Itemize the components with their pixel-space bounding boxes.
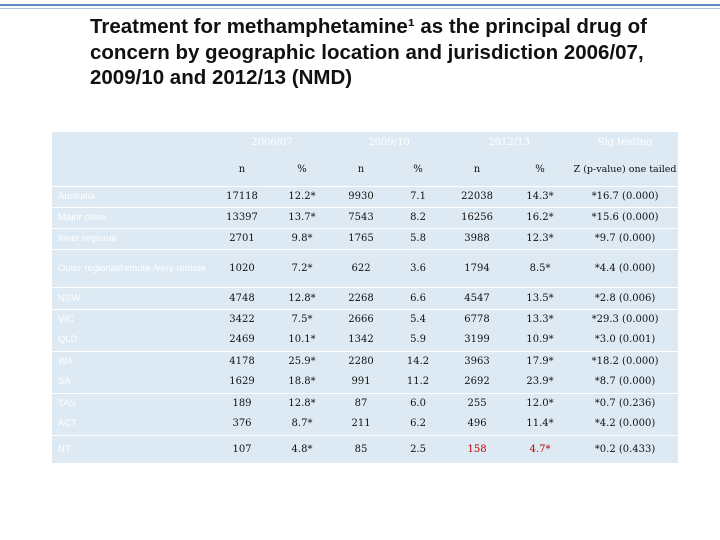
cell: 5.4 [410, 314, 426, 325]
cell: 23.9* [526, 376, 554, 387]
cell: 5.9 [410, 334, 426, 345]
subheader-n-2012: n [446, 153, 508, 186]
cell: 6.2 [410, 418, 426, 429]
top-accent-line [0, 4, 720, 6]
subheader-pct-2009: % [390, 153, 446, 186]
cell: *2.8 (0.006) [572, 287, 678, 309]
cell-pair [572, 393, 678, 435]
cell-pair [272, 309, 332, 351]
cell-pair [446, 351, 508, 393]
cell: 2268 [332, 287, 390, 309]
cell: *0.2 (0.433) [594, 443, 656, 455]
slide-title: Treatment for methamphetamine¹ as the principal drug of concern by geographic location and jurisdiction 2006/07, 2009/10 and 2012/13 (NMD) [90, 15, 648, 89]
row-label: NSW [52, 287, 212, 309]
header-corner [52, 132, 212, 153]
cell-pair [332, 309, 390, 351]
cell: 2692 [464, 376, 490, 387]
cell: 14.2 [406, 356, 430, 367]
cell: 3199 [464, 334, 490, 345]
cell: 12.8* [288, 398, 316, 409]
cell: 3988 [446, 228, 508, 249]
cell: 16.2* [508, 207, 572, 228]
cell: *4.4 (0.000) [572, 249, 678, 287]
top-accent-line-thin [0, 8, 720, 9]
cell: 12.3* [508, 228, 572, 249]
row-label: WA [58, 356, 73, 367]
cell: 496 [467, 418, 487, 429]
cell-highlighted: 4.7* [529, 443, 551, 455]
cell: 991 [351, 376, 371, 387]
cell: 8.7* [291, 418, 313, 429]
cell-pair [508, 351, 572, 393]
cell-pair [390, 309, 446, 351]
row-label-pair [52, 309, 212, 351]
row-label: SA [58, 376, 71, 387]
row-label: VIC [58, 314, 74, 325]
subheader-corner [52, 153, 212, 186]
row-label: ACT [58, 418, 77, 429]
row-label: Major cities [52, 207, 212, 228]
row-label: Australia [52, 186, 212, 207]
cell: 622 [332, 249, 390, 287]
cell-highlighted: 158 [467, 443, 487, 455]
cell: 1629 [229, 376, 255, 387]
table-row-group [52, 351, 678, 393]
cell: 1794 [446, 249, 508, 287]
cell: *4.2 (0.000) [594, 418, 656, 429]
cell-pair [212, 393, 272, 435]
cell: 7.1 [390, 186, 446, 207]
table-row-group [52, 309, 678, 351]
cell: 85 [354, 443, 368, 455]
subheader-n-2009: n [332, 153, 390, 186]
row-label: TAS [58, 398, 76, 409]
cell: *9.7 (0.000) [572, 228, 678, 249]
cell: 13.3* [526, 314, 554, 325]
cell: 7.2* [272, 249, 332, 287]
data-table [52, 132, 678, 463]
header-year-2012: 2012/13 [488, 137, 530, 148]
cell-pair [212, 309, 272, 351]
cell: 17.9* [526, 356, 554, 367]
cell: 376 [232, 418, 252, 429]
table-row-group [52, 393, 678, 435]
cell: 2280 [348, 356, 374, 367]
cell: 7.5* [291, 314, 313, 325]
cell: 2469 [229, 334, 255, 345]
cell-pair [446, 309, 508, 351]
row-label: Outer regional/remote /very remote [52, 249, 212, 287]
data-table-container [52, 132, 678, 463]
row-label-pair [52, 393, 212, 435]
cell: 22038 [446, 186, 508, 207]
header-year-2009: 2009/10 [368, 137, 410, 148]
cell: 9930 [332, 186, 390, 207]
cell: 3422 [229, 314, 255, 325]
cell: 11.4* [526, 418, 554, 429]
row-label: QLD [58, 334, 78, 345]
cell-pair [446, 393, 508, 435]
cell: 3.6 [390, 249, 446, 287]
cell: 4.8* [291, 443, 313, 455]
cell: 7543 [332, 207, 390, 228]
cell: 18.8* [288, 376, 316, 387]
cell: 1765 [332, 228, 390, 249]
table-row [52, 228, 678, 249]
cell: 25.9* [288, 356, 316, 367]
cell-pair [332, 351, 390, 393]
cell: 4178 [229, 356, 255, 367]
cell: 189 [232, 398, 252, 409]
subheader-pct-2012: % [508, 153, 572, 186]
cell: 6778 [464, 314, 490, 325]
cell: *16.7 (0.000) [572, 186, 678, 207]
cell: 12.2* [272, 186, 332, 207]
table-row [52, 435, 678, 463]
cell: 6.6 [390, 287, 446, 309]
cell: *29.3 (0.000) [591, 314, 659, 325]
cell: 13397 [212, 207, 272, 228]
subheader-pct-2006: % [272, 153, 332, 186]
cell: 12.8* [272, 287, 332, 309]
table-row [52, 207, 678, 228]
cell: 1342 [348, 334, 374, 345]
cell: 12.0* [526, 398, 554, 409]
cell: 1020 [212, 249, 272, 287]
cell: *3.0 (0.001) [594, 334, 656, 345]
cell: 17118 [212, 186, 272, 207]
cell-pair [390, 393, 446, 435]
cell-pair [572, 309, 678, 351]
cell-pair [272, 351, 332, 393]
cell: *8.7 (0.000) [594, 376, 656, 387]
header-sig-testing: Sig testing [597, 137, 653, 148]
cell: 16256 [446, 207, 508, 228]
cell-pair [212, 351, 272, 393]
cell-pair [508, 309, 572, 351]
subheader-z-test: Z (p-value) one tailed [572, 153, 678, 186]
table-row [52, 186, 678, 207]
table-row [52, 249, 678, 287]
cell: 87 [354, 398, 368, 409]
header-year-2006: 2006/07 [251, 137, 293, 148]
cell: 6.0 [410, 398, 426, 409]
cell: 2701 [212, 228, 272, 249]
subheader-n-2006: n [212, 153, 272, 186]
cell: 10.9* [526, 334, 554, 345]
cell: 13.7* [272, 207, 332, 228]
cell: 255 [467, 398, 487, 409]
row-label-pair [52, 351, 212, 393]
cell: 8.2 [390, 207, 446, 228]
cell: 11.2 [406, 376, 430, 387]
cell-pair [508, 393, 572, 435]
cell: *0.7 (0.236) [594, 398, 656, 409]
cell: 5.8 [390, 228, 446, 249]
cell: 9.8* [272, 228, 332, 249]
cell: 3963 [464, 356, 490, 367]
cell: 211 [351, 418, 371, 429]
cell: 8.5* [508, 249, 572, 287]
cell: 107 [232, 443, 252, 455]
cell: 13.5* [508, 287, 572, 309]
cell: *18.2 (0.000) [591, 356, 659, 367]
row-label: Inner regional [52, 228, 212, 249]
cell: 14.3* [508, 186, 572, 207]
cell-pair [390, 351, 446, 393]
cell: 10.1* [288, 334, 316, 345]
cell: 2666 [348, 314, 374, 325]
cell: *15.6 (0.000) [572, 207, 678, 228]
cell-pair [272, 393, 332, 435]
row-label: NT [58, 443, 71, 455]
table-row [52, 287, 678, 309]
cell: 4748 [212, 287, 272, 309]
cell-pair [572, 351, 678, 393]
cell: 2.5 [410, 443, 426, 455]
cell-pair [332, 393, 390, 435]
cell: 4547 [446, 287, 508, 309]
